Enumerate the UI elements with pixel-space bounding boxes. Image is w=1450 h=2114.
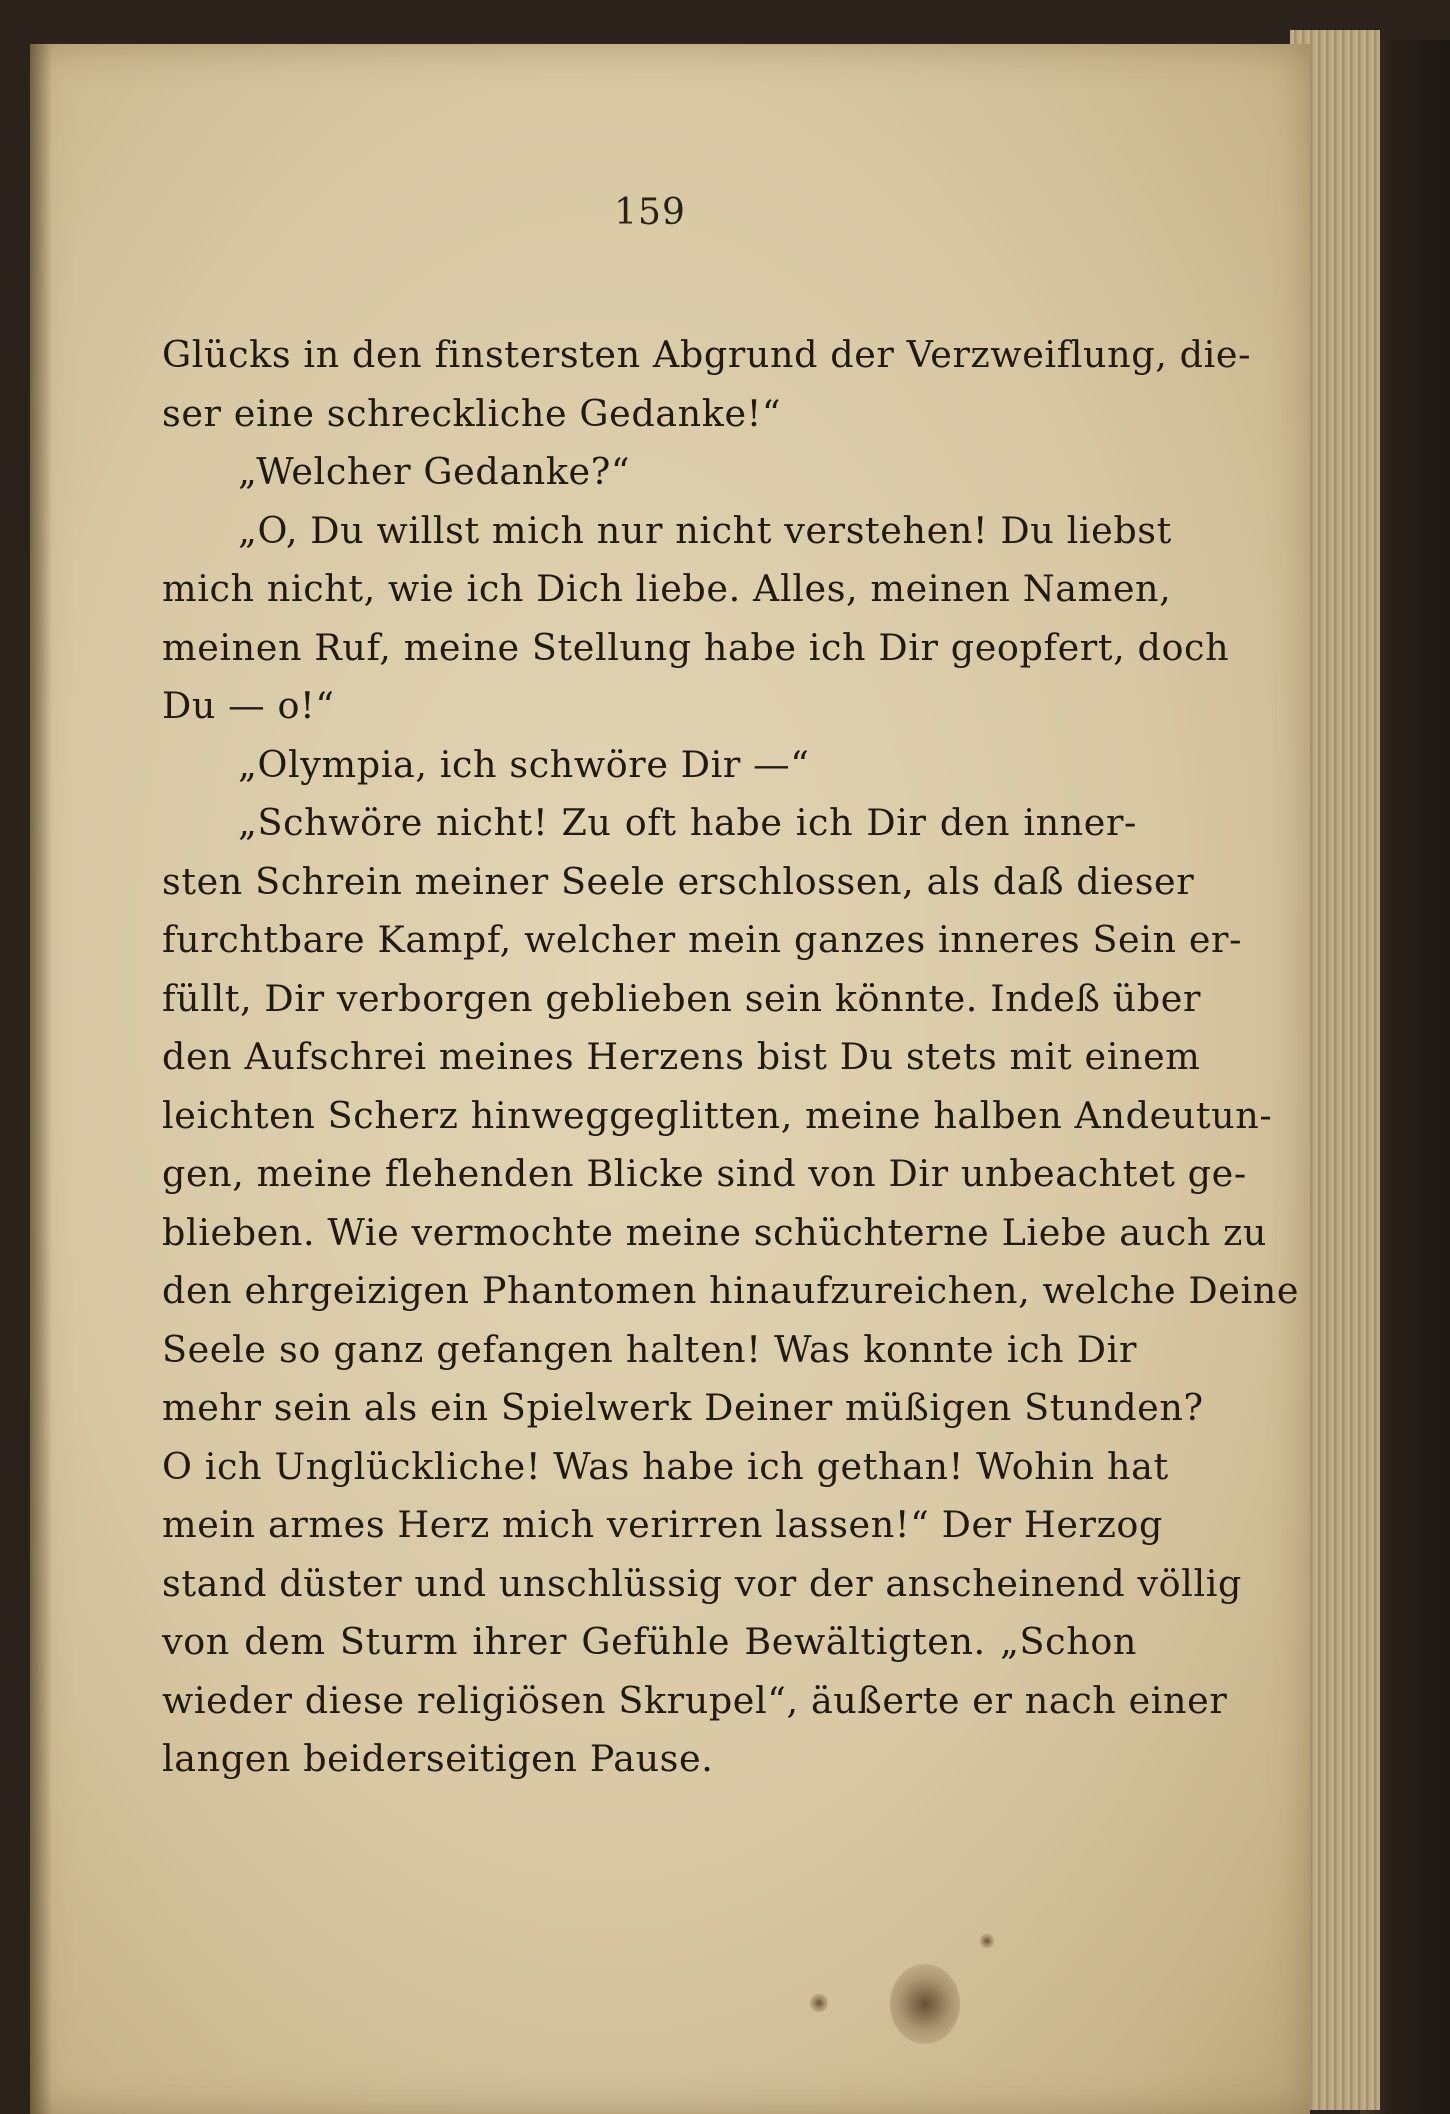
text-line: leichten Scherz hinweggeglitten, meine halben Andeutun- [162, 1093, 1273, 1137]
text-line: den Aufschrei meines Herzens bist Du stets mit einem [162, 1035, 1201, 1078]
book-page [30, 44, 1310, 2114]
text-line: Glücks in den finstersten Abgrund der Verzweiflung, die- [162, 333, 1252, 376]
text-line: füllt, Dir verborgen geblieben sein könnte. Indeß über [162, 976, 1202, 1020]
text-line: O ich Unglückliche! Was habe ich gethan! Wohin hat [162, 1444, 1169, 1488]
page-number: 159 [614, 192, 686, 233]
text-line: Seele so ganz gefangen halten! Was konnte ich Dir [162, 1327, 1137, 1371]
text-line: den ehrgeizigen Phantomen hinaufzureichen, welche Deine [162, 1269, 1300, 1312]
ink-stain [890, 1964, 960, 2044]
text-line: sten Schrein meiner Seele erschlossen, als daß dieser [162, 859, 1195, 903]
text-line: mich nicht, wie ich Dich liebe. Alles, meinen Namen, [162, 567, 1172, 610]
text-line: wieder diese religiösen Skrupel“, äußerte er nach einer [162, 1678, 1228, 1722]
text-line: ser eine schreckliche Gedanke!“ [162, 391, 782, 435]
text-line: stand düster und unschlüssig vor der anscheinend völlig [162, 1561, 1242, 1605]
text-line: blieben. Wie vermochte meine schüchterne Liebe auch zu [162, 1210, 1268, 1254]
text-line: von dem Sturm ihrer Gefühle Bewältigten. „Schon [162, 1620, 1137, 1663]
text-line: Du — o!“ [162, 684, 335, 727]
ink-speck [810, 1994, 828, 2012]
text-line: mehr sein als ein Spielwerk Deiner müßigen Stunden? [162, 1386, 1204, 1429]
ink-speck [980, 1934, 994, 1948]
text-line: meinen Ruf, meine Stellung habe ich Dir geopfert, doch [162, 625, 1230, 669]
text-line: furchtbare Kampf, welcher mein ganzes inneres Sein er- [162, 918, 1243, 961]
spine-shadow [30, 44, 52, 2114]
text-line: „Olympia, ich schwöre Dir —“ [238, 742, 810, 786]
text-line: langen beiderseitigen Pause. [162, 1737, 714, 1780]
body-text [162, 326, 1300, 1789]
text-line: „Schwöre nicht! Zu oft habe ich Dir den inner- [238, 801, 1137, 844]
text-line: gen, meine flehenden Blicke sind von Dir unbeachtet ge- [162, 1152, 1247, 1195]
text-line: „O, Du willst mich nur nicht verstehen! Du liebst [238, 508, 1172, 552]
text-line: mein armes Herz mich verirren lassen!“ Der Herzog [162, 1503, 1163, 1546]
text-line: „Welcher Gedanke?“ [238, 450, 631, 493]
